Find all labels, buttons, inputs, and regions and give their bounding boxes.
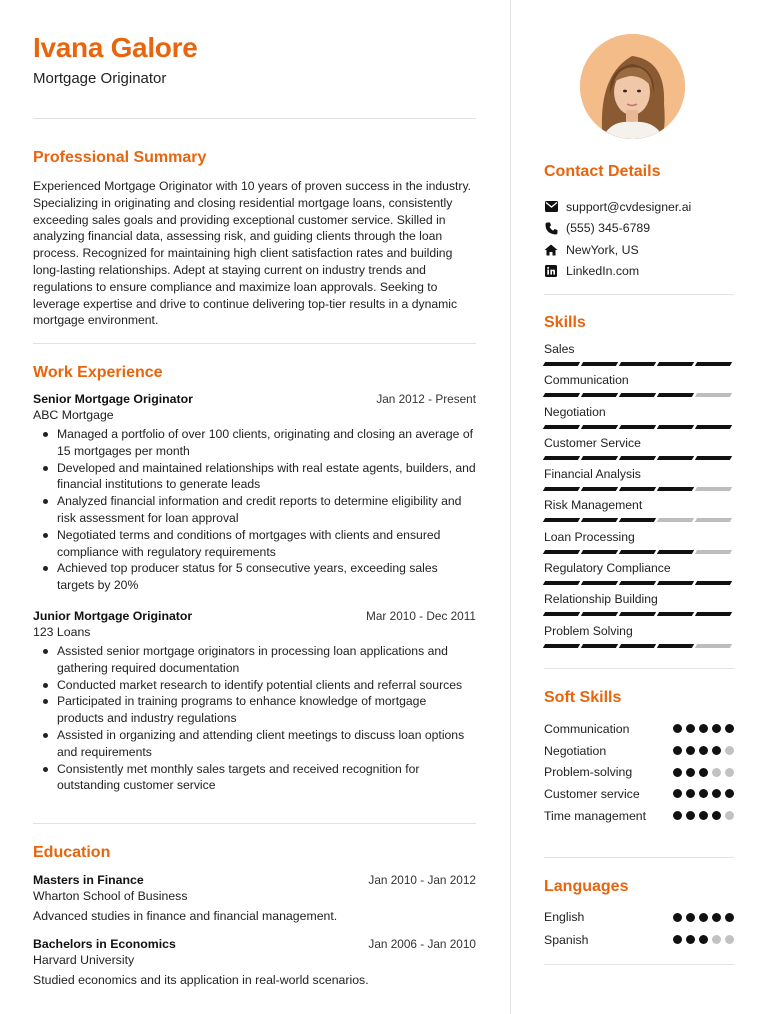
education-dates: Jan 2006 - Jan 2010 — [368, 937, 476, 951]
skill-level-bar — [544, 425, 734, 429]
job-dates: Mar 2010 - Dec 2011 — [366, 609, 476, 623]
contact-email-text: support@cvdesigner.ai — [566, 199, 692, 214]
candidate-name: Ivana Galore — [33, 32, 198, 63]
skill-segment-filled — [581, 550, 618, 554]
rating-dot-filled — [673, 746, 682, 755]
rating-dot-empty — [725, 811, 734, 820]
skill-level-bar — [544, 393, 734, 397]
envelope-icon — [544, 200, 558, 214]
skill-segment-empty — [657, 518, 694, 522]
rating-label: Customer service — [544, 786, 640, 801]
column-divider — [510, 0, 511, 1014]
skill-name: Sales — [544, 342, 575, 356]
rating-dot-filled — [712, 811, 721, 820]
skill-segment-empty — [695, 487, 732, 491]
rating-dot-filled — [686, 935, 695, 944]
skill-segment-filled — [657, 612, 694, 616]
rating-item — [544, 740, 734, 762]
rating-label: Problem-solving — [544, 765, 633, 780]
rating-dots — [669, 768, 734, 777]
rating-dots — [669, 789, 734, 798]
rating-dot-filled — [725, 724, 734, 733]
skill-name: Customer Service — [544, 435, 641, 450]
rating-dot-filled — [712, 746, 721, 755]
rating-dot-empty — [725, 768, 734, 777]
rating-dot-filled — [673, 724, 682, 733]
contact-location — [544, 239, 691, 261]
skill-item — [544, 498, 734, 529]
rating-dot-filled — [673, 935, 682, 944]
contact-divider — [544, 294, 734, 295]
job-entry — [33, 609, 476, 794]
rating-dots — [669, 913, 734, 922]
languages-list — [544, 906, 734, 951]
rating-item — [544, 718, 734, 740]
home-icon — [544, 243, 558, 257]
rating-dot-filled — [699, 789, 708, 798]
skill-segment-filled — [543, 612, 580, 616]
soft-skills-list — [544, 718, 734, 826]
school-name: Wharton School of Business — [33, 889, 188, 903]
rating-dot-filled — [686, 746, 695, 755]
skill-segment-filled — [619, 518, 656, 522]
skill-segment-filled — [619, 393, 656, 397]
skill-segment-filled — [543, 425, 580, 429]
rating-dots — [669, 811, 734, 820]
rating-dot-filled — [712, 913, 721, 922]
skill-segment-filled — [657, 393, 694, 397]
skill-segment-filled — [619, 644, 656, 648]
rating-dot-empty — [712, 768, 721, 777]
rating-label: Time management — [544, 808, 647, 823]
skill-level-bar — [544, 518, 734, 522]
rating-label: Communication — [544, 721, 630, 736]
skill-segment-filled — [619, 612, 656, 616]
soft-skills-divider — [544, 857, 734, 858]
skill-level-bar — [544, 581, 734, 585]
rating-dot-filled — [699, 768, 708, 777]
skill-segment-filled — [581, 612, 618, 616]
summary-text: Experienced Mortgage Originator with 10 years of proven success in the industry. Specializing in originating and closing residential mortgage loans, consistently exceeding sales goals and providing exceptional customer service. Skilled in analyzing financial data, assessing risk, and guiding clients through the loan process. Recognized for maintaining high client satisfaction rates and building long-lasting relationships. Adept at staying current on industry trends and regulations to ensure compliance and maximize loan approvals. Seeking to leverage expertise and drive to continue delivering top-tier results in a dynamic mortgage environment. — [33, 179, 472, 328]
rating-label: Spanish — [544, 932, 589, 947]
rating-dot-filled — [673, 789, 682, 798]
header-divider — [33, 118, 476, 119]
skill-segment-filled — [581, 425, 618, 429]
rating-dot-empty — [725, 935, 734, 944]
skill-segment-filled — [657, 550, 694, 554]
rating-dot-filled — [673, 811, 682, 820]
contact-phone[interactable] — [544, 218, 691, 240]
skill-name: Financial Analysis — [544, 467, 641, 482]
education-description: Studied economics and its application in real-world scenarios. — [33, 973, 369, 987]
skill-segment-filled — [581, 518, 618, 522]
skill-segment-filled — [657, 362, 694, 366]
bullet-item: Managed a portfolio of over 100 clients, originating and closing an average of 15 mortgages per month — [33, 426, 476, 460]
skill-segment-empty — [695, 393, 732, 397]
rating-dot-filled — [686, 724, 695, 733]
bullet-item: Analyzed financial information and credit reports to determine eligibility and risk assessment for loan approval — [33, 493, 476, 527]
rating-dots — [669, 724, 734, 733]
job-dates: Jan 2012 - Present — [376, 392, 476, 406]
skill-name: Relationship Building — [544, 592, 658, 607]
rating-dot-filled — [725, 913, 734, 922]
rating-dot-empty — [712, 935, 721, 944]
languages-divider — [544, 964, 734, 965]
job-bullets — [33, 643, 476, 794]
skill-segment-empty — [695, 644, 732, 648]
contact-phone-text: (555) 345-6789 — [566, 221, 651, 236]
contact-location-text: NewYork, US — [566, 242, 639, 257]
degree-title: Masters in Finance — [33, 873, 144, 887]
skill-segment-filled — [657, 581, 694, 585]
skill-segment-filled — [543, 518, 580, 522]
skill-segment-filled — [581, 456, 618, 460]
rating-dot-filled — [725, 789, 734, 798]
skill-name: Risk Management — [544, 498, 643, 513]
bullet-item: Participated in training programs to enhance knowledge of mortgage products and industry regulations — [33, 693, 476, 727]
skill-segment-filled — [619, 456, 656, 460]
rating-dots — [669, 746, 734, 755]
rating-dot-filled — [686, 789, 695, 798]
skill-segment-filled — [543, 393, 580, 397]
rating-dot-filled — [699, 724, 708, 733]
skill-name: Regulatory Compliance — [544, 561, 671, 576]
contact-linkedin[interactable] — [544, 261, 691, 283]
skill-level-bar — [544, 362, 734, 366]
education-dates: Jan 2010 - Jan 2012 — [368, 873, 476, 887]
rating-dot-filled — [673, 768, 682, 777]
bullet-item: Conducted market research to identify potential clients and referral sources — [33, 677, 476, 694]
skill-segment-filled — [543, 456, 580, 460]
school-name: Harvard University — [33, 953, 135, 967]
skill-level-bar — [544, 487, 734, 491]
contact-email[interactable] — [544, 196, 691, 218]
rating-dot-filled — [699, 811, 708, 820]
bullet-item: Consistently met monthly sales targets and received recognition for outstanding customer service — [33, 761, 476, 795]
job-company: ABC Mortgage — [33, 408, 114, 422]
skill-segment-filled — [543, 644, 580, 648]
portrait-image — [580, 34, 685, 139]
rating-dot-filled — [686, 913, 695, 922]
skill-level-bar — [544, 456, 734, 460]
rating-label: English — [544, 910, 585, 925]
skill-item — [544, 624, 734, 655]
skill-segment-filled — [695, 362, 732, 366]
skill-item — [544, 592, 734, 623]
experience-divider — [33, 823, 476, 824]
rating-dot-filled — [673, 913, 682, 922]
candidate-role: Mortgage Originator — [33, 70, 167, 87]
bullet-item: Assisted in organizing and attending client meetings to discuss loan options and requirements — [33, 727, 476, 761]
rating-item — [544, 929, 734, 952]
skill-segment-filled — [657, 644, 694, 648]
rating-dot-filled — [699, 935, 708, 944]
skill-name: Negotiation — [544, 404, 606, 419]
skills-list — [544, 342, 734, 655]
skill-item — [544, 342, 734, 373]
job-title: Senior Mortgage Originator — [33, 392, 193, 406]
skill-level-bar — [544, 612, 734, 616]
skill-segment-filled — [543, 550, 580, 554]
skill-segment-filled — [695, 456, 732, 460]
skill-segment-filled — [619, 425, 656, 429]
education-entry — [33, 873, 476, 923]
avatar — [580, 34, 685, 139]
rating-dot-filled — [699, 746, 708, 755]
summary-divider — [33, 343, 476, 344]
degree-title: Bachelors in Economics — [33, 937, 176, 951]
linkedin-icon — [544, 264, 558, 278]
skill-segment-filled — [581, 644, 618, 648]
rating-dot-filled — [712, 724, 721, 733]
job-company: 123 Loans — [33, 625, 91, 639]
languages-heading: Languages — [544, 878, 629, 895]
rating-dot-empty — [725, 746, 734, 755]
rating-dot-filled — [686, 811, 695, 820]
skill-item — [544, 561, 734, 592]
skill-level-bar — [544, 644, 734, 648]
education-description: Advanced studies in finance and financial management. — [33, 909, 338, 923]
rating-item — [544, 783, 734, 805]
contact-list — [544, 196, 691, 282]
rating-dots — [669, 935, 734, 944]
skill-segment-empty — [695, 518, 732, 522]
skill-segment-filled — [543, 487, 580, 491]
skill-segment-filled — [619, 550, 656, 554]
rating-dot-filled — [699, 913, 708, 922]
bullet-item: Negotiated terms and conditions of mortgages with clients and ensured compliance with regulatory requirements — [33, 527, 476, 561]
education-entry — [33, 937, 476, 987]
skill-segment-filled — [543, 362, 580, 366]
skill-item — [544, 373, 734, 404]
skill-segment-filled — [657, 487, 694, 491]
skill-segment-filled — [619, 581, 656, 585]
education-heading: Education — [33, 844, 111, 861]
skill-item — [544, 405, 734, 436]
skill-segment-filled — [581, 581, 618, 585]
skill-segment-filled — [581, 362, 618, 366]
skill-segment-empty — [695, 550, 732, 554]
skill-name: Problem Solving — [544, 623, 633, 638]
skill-segment-filled — [619, 362, 656, 366]
soft-skills-heading: Soft Skills — [544, 689, 622, 706]
rating-dot-filled — [712, 789, 721, 798]
skill-name: Communication — [544, 373, 629, 388]
skill-segment-filled — [695, 612, 732, 616]
contact-linkedin-text: LinkedIn.com — [566, 264, 640, 279]
phone-icon — [544, 221, 558, 235]
rating-item — [544, 805, 734, 827]
skill-segment-filled — [619, 487, 656, 491]
skill-item — [544, 467, 734, 498]
skill-segment-filled — [657, 425, 694, 429]
contact-heading: Contact Details — [544, 163, 661, 180]
rating-item — [544, 761, 734, 783]
skill-item — [544, 530, 734, 561]
bullet-item: Assisted senior mortgage originators in processing loan applications and gathering required documentation — [33, 643, 476, 677]
job-entry — [33, 392, 476, 594]
rating-label: Negotiation — [544, 743, 607, 758]
skill-segment-filled — [543, 581, 580, 585]
bullet-item: Achieved top producer status for 5 consecutive years, exceeding sales targets by 20% — [33, 560, 476, 594]
skill-segment-filled — [581, 393, 618, 397]
rating-dot-filled — [686, 768, 695, 777]
bullet-item: Developed and maintained relationships with real estate agents, builders, and financial institutions to generate leads — [33, 460, 476, 494]
skill-segment-filled — [695, 581, 732, 585]
skills-heading: Skills — [544, 314, 586, 331]
skill-name: Loan Processing — [544, 529, 635, 544]
rating-item — [544, 906, 734, 929]
job-bullets — [33, 426, 476, 594]
job-title: Junior Mortgage Originator — [33, 609, 193, 623]
experience-heading: Work Experience — [33, 364, 163, 381]
skill-segment-filled — [581, 487, 618, 491]
skill-level-bar — [544, 550, 734, 554]
skills-divider — [544, 668, 734, 669]
skill-segment-filled — [657, 456, 694, 460]
skill-segment-filled — [695, 425, 732, 429]
skill-item — [544, 436, 734, 467]
summary-heading: Professional Summary — [33, 149, 207, 166]
